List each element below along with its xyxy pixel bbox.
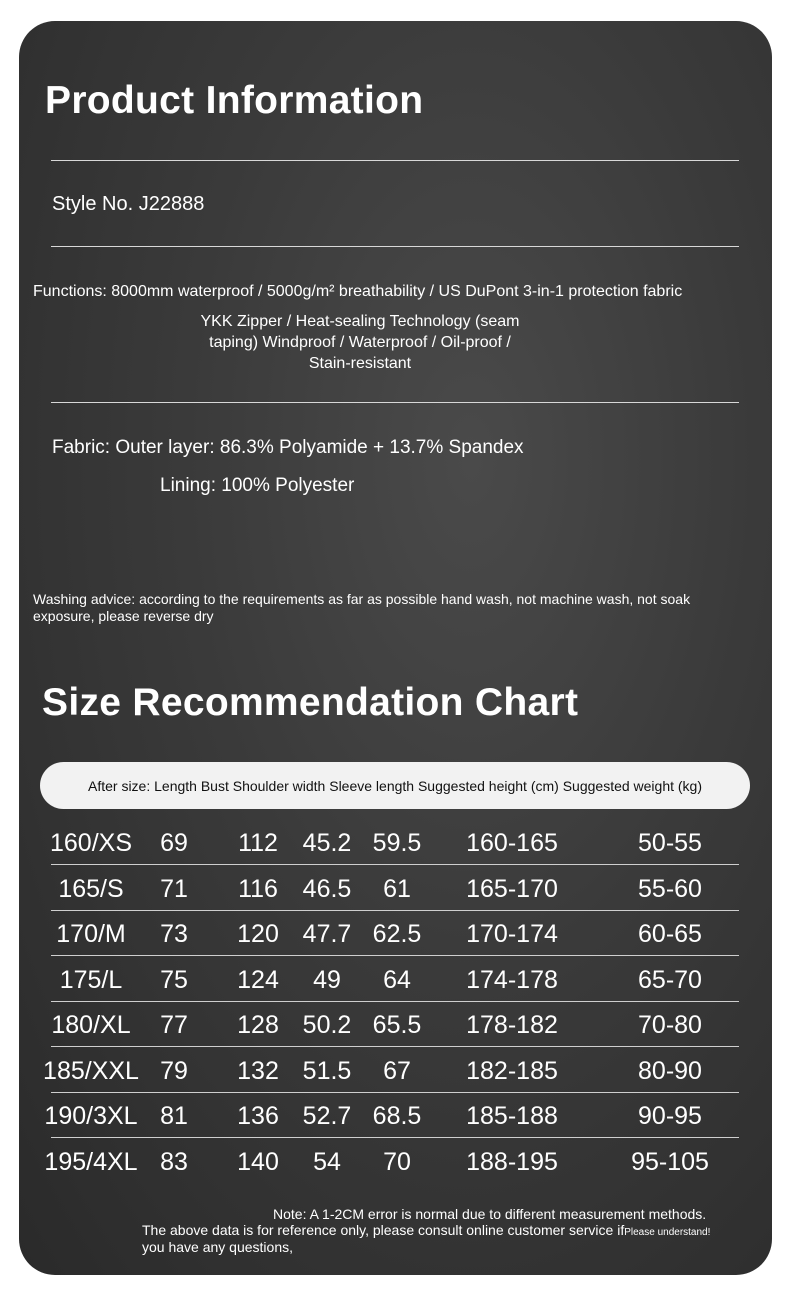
cell-shoulder-width: 50.2 [302,1011,352,1039]
size-chart-header [40,762,750,809]
divider [51,160,739,161]
note-reference-text: The above data is for reference only, please consult online customer service if [142,1222,625,1238]
cell-sleeve-length: 67 [383,1056,411,1085]
cell-shoulder-width: 49 [313,965,341,994]
note-reference [142,1222,710,1238]
divider [51,246,739,247]
cell-bust: 112 [238,829,278,857]
table-row [19,1094,772,1139]
table-row [19,1003,772,1048]
cell-suggested-height: 174-178 [466,965,558,994]
table-row [19,867,772,912]
style-number: Style No. J22888 [52,193,205,215]
cell-shoulder-width: 51.5 [302,1056,352,1085]
washing-advice-line-2: exposure, please reverse dry [33,608,214,624]
row-divider [51,1137,739,1138]
cell-size: 165/S [58,874,124,903]
cell-sleeve-length: 65.5 [372,1011,422,1039]
note-understand: Please understand! [624,1227,711,1238]
cell-size: 190/3XL [44,1102,138,1130]
cell-suggested-weight: 60-65 [638,920,702,948]
cell-length: 73 [160,920,188,948]
row-divider [51,1092,739,1093]
cell-suggested-height: 178-182 [466,1011,558,1039]
cell-bust: 132 [237,1056,279,1085]
cell-size: 185/XXL [43,1056,139,1085]
cell-length: 77 [160,1011,188,1039]
cell-sleeve-length: 68.5 [372,1102,422,1130]
cell-suggested-height: 188-195 [466,1147,558,1176]
cell-size: 160/XS [49,829,133,857]
fabric-outer: Fabric: Outer layer: 86.3% Polyamide + 13.7% Spandex [52,437,524,458]
table-row [19,1140,772,1185]
note-questions: you have any questions, [142,1239,293,1255]
cell-bust: 124 [237,965,279,994]
cell-length: 83 [160,1147,188,1176]
cell-bust: 128 [237,1011,279,1039]
table-row [19,821,772,866]
cell-shoulder-width: 52.7 [302,1102,352,1130]
cell-suggested-weight: 70-80 [638,1011,702,1039]
cell-suggested-weight: 80-90 [638,1056,702,1085]
cell-suggested-height: 182-185 [466,1056,558,1085]
cell-size: 180/XL [51,1011,131,1039]
cell-size: 170/M [56,920,126,948]
divider [51,402,739,403]
table-row [19,958,772,1003]
cell-shoulder-width: 54 [313,1147,341,1176]
cell-sleeve-length: 59.5 [372,829,422,857]
product-info-title: Product Information [45,79,424,122]
functions-detail-2: taping) Windproof / Waterproof / Oil-proof / [209,334,511,351]
cell-sleeve-length: 70 [383,1147,411,1176]
table-row [19,912,772,957]
functions-detail-1: YKK Zipper / Heat-sealing Technology (seam [200,313,520,330]
cell-bust: 116 [238,874,278,903]
cell-length: 71 [160,874,188,903]
size-chart-header-text: After size: Length Bust Shoulder width Sleeve length Suggested height (cm) Suggested weight (kg) [87,777,703,794]
cell-sleeve-length: 61 [383,874,411,903]
row-divider [51,1046,739,1047]
cell-size: 175/L [59,965,123,994]
cell-sleeve-length: 64 [383,965,411,994]
cell-suggested-height: 165-170 [466,874,558,903]
cell-bust: 136 [237,1102,279,1130]
functions-line: Functions: 8000mm waterproof / 5000g/m² breathability / US DuPont 3-in-1 protection fabric [33,283,683,300]
cell-suggested-weight: 65-70 [638,965,702,994]
row-divider [51,864,739,865]
washing-advice-line-1: Washing advice: according to the requirements as far as possible hand wash, not machine wash, not soak [33,591,691,607]
cell-suggested-height: 185-188 [466,1102,558,1130]
cell-length: 69 [160,829,188,857]
cell-suggested-weight: 90-95 [638,1102,702,1130]
cell-suggested-weight: 55-60 [638,874,702,903]
table-row [19,1049,772,1094]
cell-suggested-height: 160-165 [466,829,558,857]
cell-length: 75 [160,965,188,994]
cell-size: 195/4XL [44,1147,138,1176]
row-divider [51,910,739,911]
cell-bust: 140 [237,1147,279,1176]
cell-shoulder-width: 46.5 [302,874,352,903]
row-divider [51,1001,739,1002]
functions-detail-3: Stain-resistant [308,355,412,372]
cell-suggested-weight: 50-55 [638,829,702,857]
cell-bust: 120 [237,920,279,948]
cell-suggested-weight: 95-105 [631,1147,709,1176]
cell-length: 81 [160,1102,188,1130]
row-divider [51,955,739,956]
fabric-lining: Lining: 100% Polyester [160,475,355,496]
cell-shoulder-width: 45.2 [302,829,352,857]
cell-suggested-height: 170-174 [466,920,558,948]
cell-length: 79 [160,1056,188,1085]
cell-shoulder-width: 47.7 [302,920,352,948]
note-error: Note: A 1-2CM error is normal due to different measurement methods. [273,1206,707,1222]
product-card [19,21,772,1275]
size-chart-title: Size Recommendation Chart [42,681,579,724]
cell-sleeve-length: 62.5 [372,920,422,948]
